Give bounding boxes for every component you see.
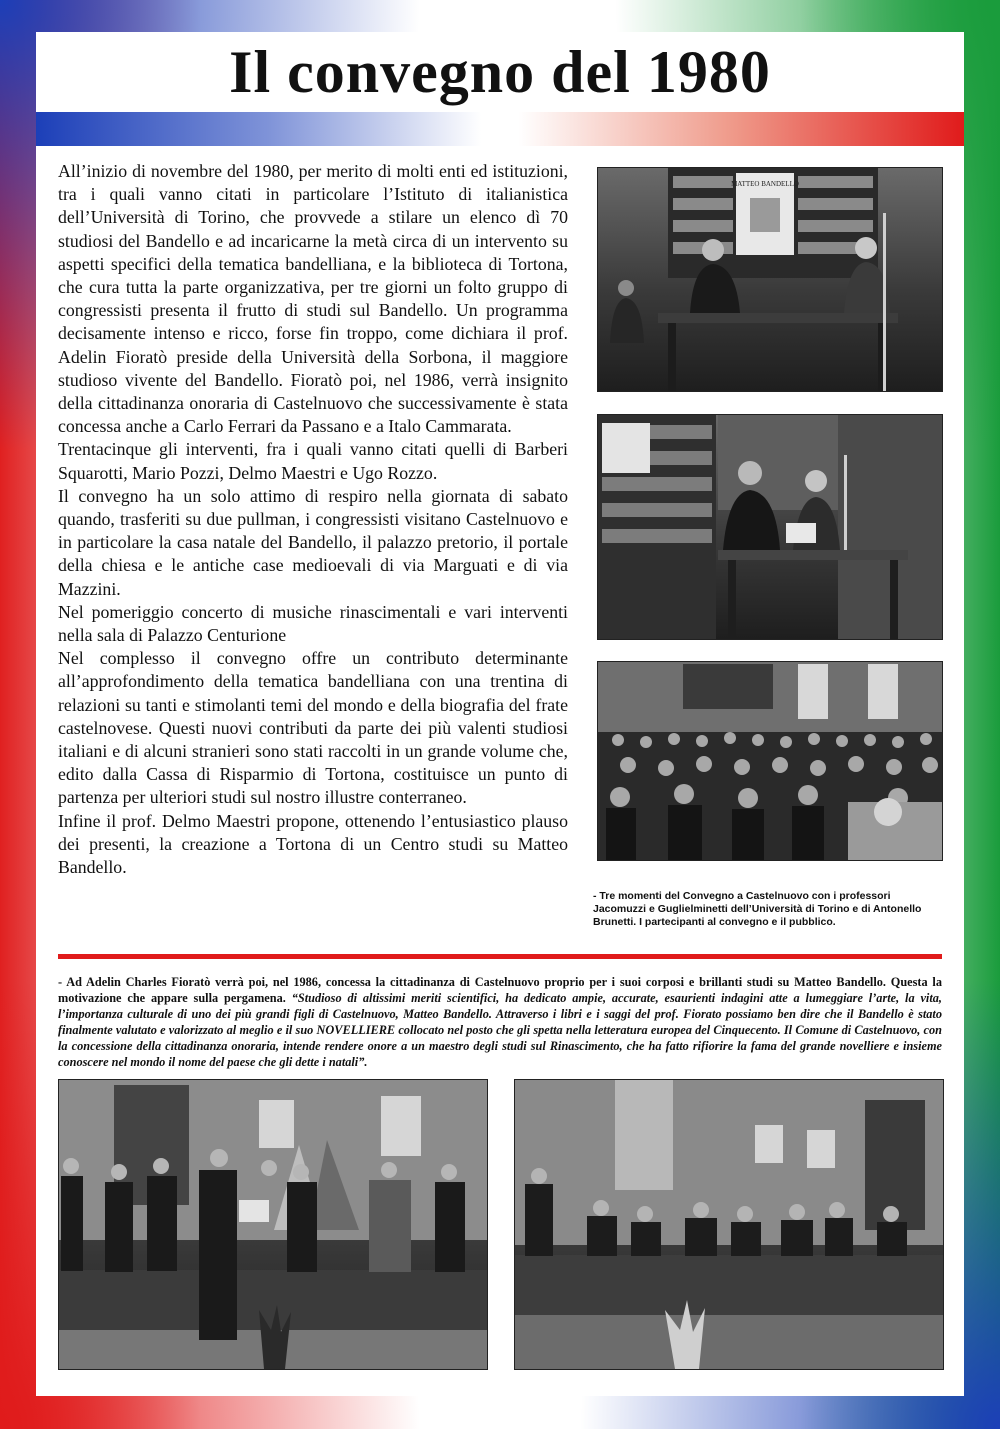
photo-citizenship-ceremony [58, 1079, 488, 1370]
article-paragraph: Il convegno ha un solo attimo di respiro nella giornata di sabato quando, trasferiti su due pullman, i congressisti visitano Castelnuovo e in particolare la casa natale del Bandello, il palazzo pretorio, il portale della chiesa e le antiche case medioevali di via Marguati e di via Mazzini. [58, 485, 568, 599]
article-paragraph: Trentacinque gli interventi, fra i quali vanno citati quelli di Barberi Squarotti, Mario Pozzi, Delmo Maestri e Ugo Rozzo. [58, 439, 568, 483]
award-caption-quote: “Studioso di altissimi meriti scientifici, ha dedicato ampie, accurate, esaurienti indagini atte a lumeggiare l’arte, la vita, l’importanza culturale di uno dei più grandi figli di Castelnuovo, Matteo Bandello. Attraverso i libri e i saggi del prof. Fiorato possiamo ben dire che il Bandello è stato finalmente valutato e valorizzato al meglio e il suo NOVELLIERE collocato nel posto che gli spetta nella letteratura europea del Cinquecento. Il Comune di Castelnuovo, con la concessione della cittadinanza onoraria, intende rendere onore a un maestro degli studi sul Rinascimento, che ha fatto rifiorire la fama del grande novelliere e insieme conoscere nel mondo il nome del paese che gli dette i natali”. [58, 991, 942, 1069]
photo-caption: - Tre momenti del Convegno a Castelnuovo con i professori Jacomuzzi e Guglielminetti dell’Università di Torino e di Antonello Brunetti. I partecipanti al convegno e il pubblico. [593, 890, 922, 928]
article-body [58, 160, 568, 980]
photo-council-table [514, 1079, 944, 1370]
award-caption [58, 974, 942, 1070]
poster-title: MATTEO BANDELLO [731, 180, 799, 188]
article-paragraph: Infine il prof. Delmo Maestri propone, ottenendo l’entusiastico plauso dei presenti, la creazione a Tortona di un Centro studi su Matteo Bandello. [58, 810, 568, 878]
article-paragraph: Nel pomeriggio concerto di musiche rinascimentali e vari interventi nella sala di Palazzo Centurione [58, 601, 568, 646]
article-paragraph: All’inizio di novembre del 1980, per merito di molti enti ed istituzioni, tra i quali vanno citati in particolare l’Istituto di italianistica dell’Università di Torino, che provvede a stilare un elenco dì 70 studiosi del Bandello e ad incaricarne la metà circa di un intervento su aspetti specifici della tematica bandelliana, e la biblioteca di Tortona, che cura tutta la parte organizzativa, per tre giorni un folto gruppo di congressisti presenta il frutto di studi sul Bandello. Un programma decisamente intenso e ricco, forse fin troppo, come dichiara il prof. Adelin Fioratò preside della Università della Sorbona, il maggiore studioso vivente del Bandello. Fioratò poi, nel 1986, verrà insignito della cittadinanza onoraria di Castelnuovo che successivamente è stata concessa anche a Carlo Ferrari da Passano e a Italo Cammarata. [58, 161, 568, 437]
article-paragraph: Nel complesso il convegno offre un contributo determinante all’approfondimento della tematica bandelliana con una trentina di relazioni su tanti e stimolanti temi del mondo e della biografia del frate castelnovese. Questi nuovi contributi da parte dei più valenti studiosi italiani e di alcuni stranieri sono stati raccolti in un grande volume che, edito dalla Cassa di Risparmio di Tortona, costituisce un punto di partenza per ulteriori studi sul nostro illustre conterraneo. [58, 648, 568, 808]
photo-audience [597, 661, 943, 861]
photo-speakers-desk [597, 414, 943, 640]
poster-panel [36, 32, 964, 1396]
tricolor-banner [36, 112, 964, 146]
red-divider [58, 954, 942, 959]
award-caption-intro: - Ad Adelin Charles Fioratò verrà poi, nel 1986, concessa la cittadinanza di Castelnuovo proprio per i suoi corposi e brillanti studi su Matteo Bandello. Questa la motivazione che appare sulla pergamena. [58, 975, 942, 1005]
photo-speakers-table [597, 167, 943, 392]
page-title: Il convegno del 1980 [229, 39, 771, 105]
title-bar [36, 32, 964, 112]
